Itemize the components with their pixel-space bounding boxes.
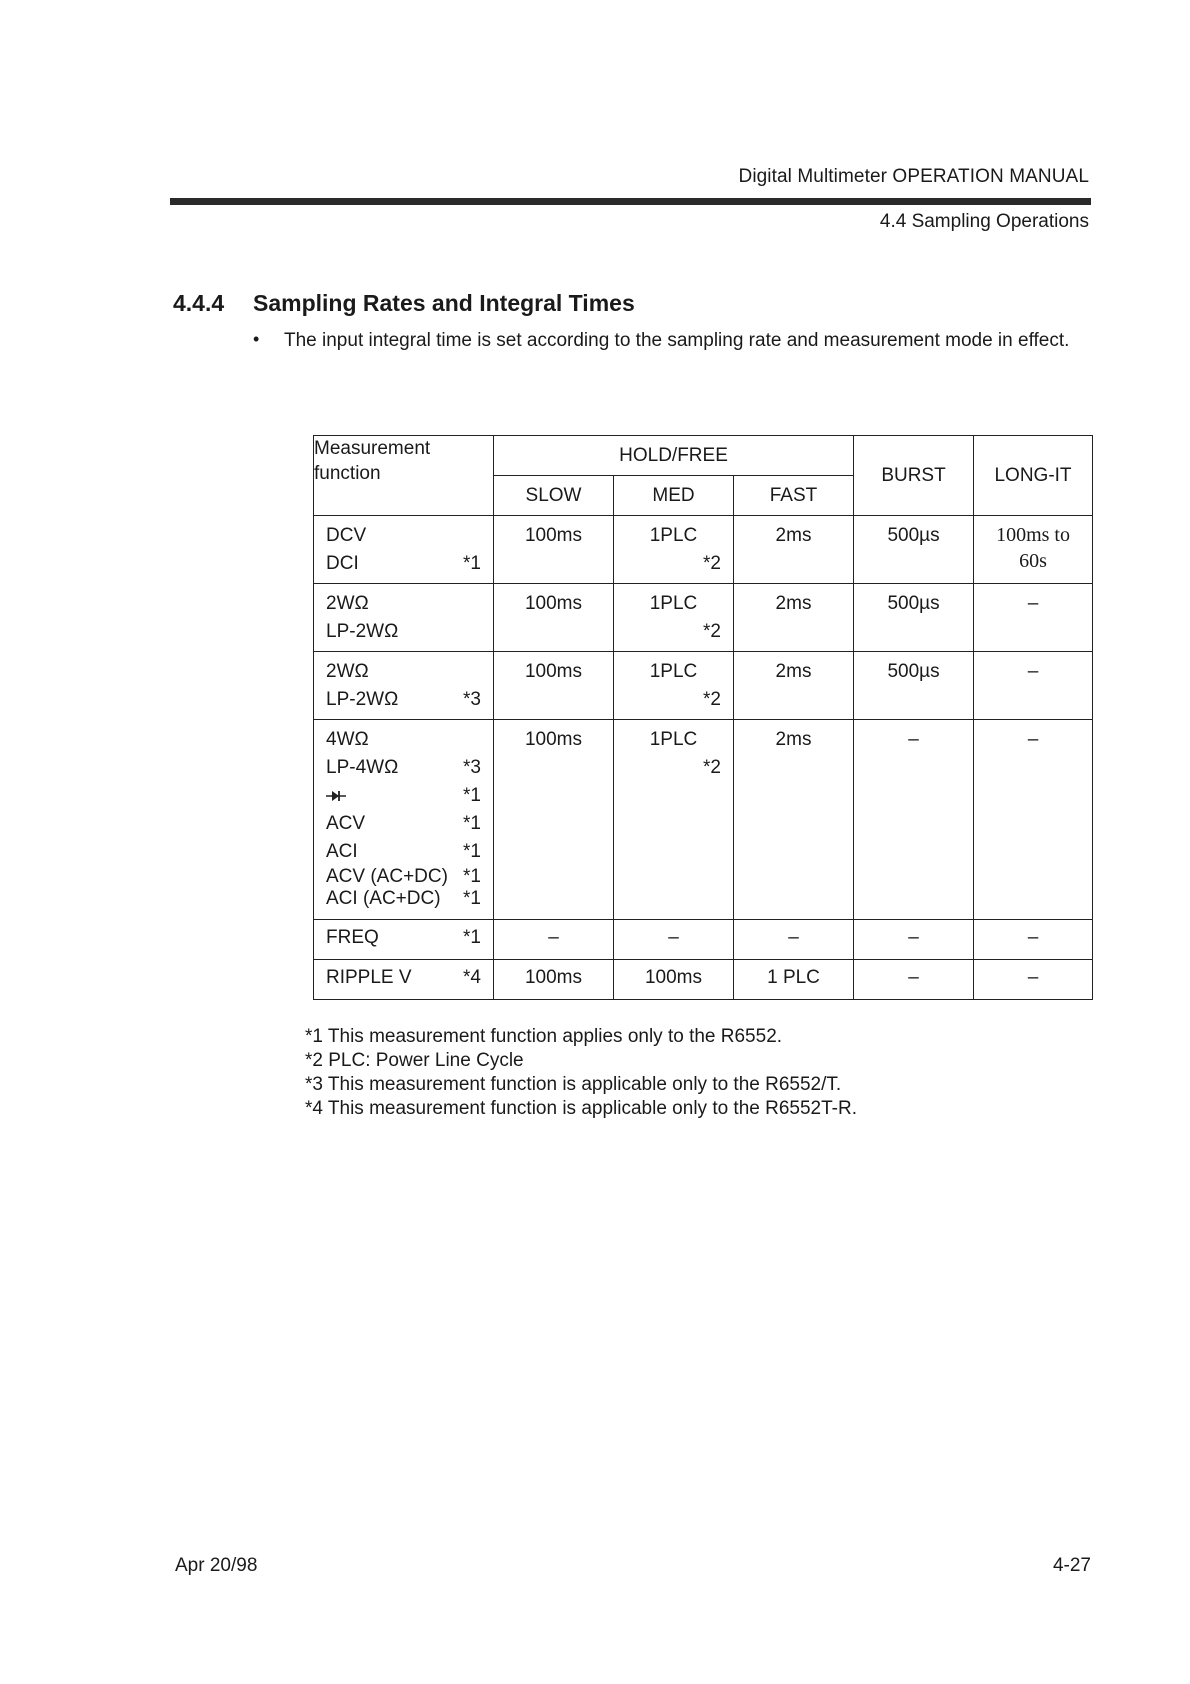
header-med: MED (614, 476, 734, 516)
function-line (326, 726, 481, 754)
slow-cell-value: 100ms (524, 967, 583, 988)
med-footnote: *2 (703, 621, 721, 642)
burst-cell-value: – (908, 967, 919, 988)
function-name: LP-2WΩ (326, 621, 399, 642)
function-line (326, 522, 481, 550)
function-cell (314, 516, 494, 584)
long-it-cell (974, 960, 1093, 1000)
header-function-label: Measurement function (314, 438, 431, 484)
fast-cell (734, 720, 854, 920)
slow-cell-value: – (548, 927, 559, 948)
slow-cell (494, 516, 614, 584)
function-name: ACV (326, 813, 366, 834)
function-note: *1 (463, 785, 481, 806)
sampling-rate-table (313, 435, 1093, 1000)
med-cell-value: 1PLC (649, 525, 698, 546)
burst-cell-value: – (908, 729, 919, 750)
function-cell (314, 652, 494, 720)
med-cell-value: 1PLC (649, 729, 698, 750)
fast-cell (734, 920, 854, 960)
header-hold-free: HOLD/FREE (494, 436, 854, 476)
header-fast: FAST (734, 476, 854, 516)
long-it-cell-value: – (1027, 967, 1039, 988)
med-footnote: *2 (703, 757, 721, 778)
footnote: *2 PLC: Power Line Cycle (305, 1050, 524, 1071)
table-row (314, 960, 1093, 1000)
section-title: Sampling Rates and Integral Times (253, 290, 635, 316)
function-note: *1 (463, 888, 481, 909)
long-it-cell-value: – (1027, 593, 1039, 614)
long-it-cell (974, 920, 1093, 960)
med-cell (614, 584, 734, 652)
med-cell (614, 920, 734, 960)
slow-cell (494, 960, 614, 1000)
table-row (314, 720, 1093, 920)
function-note: *1 (463, 927, 481, 948)
function-name: 2WΩ (326, 593, 369, 614)
burst-cell (854, 720, 974, 920)
function-cell (314, 920, 494, 960)
function-line (326, 590, 481, 618)
footnote: *3 This measurement function is applicable only to the R6552/T. (305, 1074, 842, 1095)
header-slow: SLOW (494, 476, 614, 516)
fast-cell (734, 584, 854, 652)
slow-cell (494, 584, 614, 652)
function-cell (314, 960, 494, 1000)
med-cell (614, 652, 734, 720)
slow-cell-value: 100ms (524, 525, 583, 546)
fast-cell-value: 2ms (775, 593, 812, 614)
function-name: FREQ (326, 927, 379, 948)
long-it-cell (974, 516, 1093, 584)
function-line (326, 838, 481, 866)
burst-cell (854, 652, 974, 720)
function-cell (314, 720, 494, 920)
function-line (326, 866, 481, 888)
bullet-icon: • (253, 329, 260, 349)
long-it-cell-value: – (1027, 927, 1039, 948)
burst-cell-value: – (908, 927, 919, 948)
function-name: DCI (326, 553, 359, 574)
burst-cell-value: 500µs (887, 661, 940, 682)
fast-cell-value: 1 PLC (767, 967, 820, 988)
header-function (314, 436, 494, 516)
med-cell (614, 720, 734, 920)
function-note: *3 (463, 689, 481, 710)
burst-cell (854, 584, 974, 652)
long-it-cell-value: – (1027, 729, 1039, 750)
fast-cell-value: 2ms (775, 661, 812, 682)
diode-icon (326, 782, 346, 810)
fast-cell-value: 2ms (775, 525, 812, 546)
function-note: *4 (463, 967, 481, 988)
long-it-cell-value: 100ms to 60s (996, 524, 1070, 572)
slow-cell-value: 100ms (524, 593, 583, 614)
long-it-cell (974, 584, 1093, 652)
table-row (314, 584, 1093, 652)
function-line (326, 964, 481, 992)
med-cell (614, 516, 734, 584)
fast-cell (734, 516, 854, 584)
med-cell-value: 100ms (644, 967, 703, 988)
footnote: *1 This measurement function applies only to the R6552. (305, 1026, 783, 1047)
function-name: 4WΩ (326, 729, 369, 750)
function-note: *1 (463, 553, 481, 574)
med-cell (614, 960, 734, 1000)
footnote: *4 This measurement function is applicable only to the R6552T-R. (305, 1098, 858, 1119)
footer-date: Apr 20/98 (175, 1555, 258, 1576)
header-long-it: LONG-IT (974, 436, 1093, 516)
long-it-cell (974, 720, 1093, 920)
fast-cell-value: 2ms (775, 729, 812, 750)
function-line (326, 658, 481, 686)
burst-cell-value: 500µs (887, 525, 940, 546)
section-reference: 4.4 Sampling Operations (879, 211, 1089, 232)
footnotes (305, 1025, 857, 1121)
function-line (326, 888, 481, 910)
function-line (326, 550, 481, 578)
table-row (314, 920, 1093, 960)
page-number: 4-27 (1052, 1555, 1091, 1576)
header-burst: BURST (854, 436, 974, 516)
burst-cell (854, 516, 974, 584)
function-name: DCV (326, 525, 367, 546)
burst-cell-value: 500µs (887, 593, 940, 614)
function-name: RIPPLE V (326, 967, 412, 988)
function-note: *1 (463, 866, 481, 887)
table-row (314, 652, 1093, 720)
burst-cell (854, 960, 974, 1000)
med-cell-value: – (668, 927, 679, 948)
function-line (326, 754, 481, 782)
manual-title: Digital Multimeter OPERATION MANUAL (738, 166, 1089, 187)
function-name: 2WΩ (326, 661, 369, 682)
long-it-cell (974, 652, 1093, 720)
fast-cell (734, 960, 854, 1000)
bullet-text: The input integral time is set according to the sampling rate and measurement mode in effect. (284, 330, 1070, 351)
function-name: ACI (AC+DC) (326, 888, 441, 909)
med-cell-value: 1PLC (649, 661, 698, 682)
slow-cell (494, 652, 614, 720)
function-line (326, 618, 481, 646)
function-name: ACV (AC+DC) (326, 866, 448, 887)
function-name: ACI (326, 841, 358, 862)
function-note: *3 (463, 757, 481, 778)
slow-cell (494, 920, 614, 960)
fast-cell (734, 652, 854, 720)
function-name: LP-4WΩ (326, 757, 399, 778)
function-line (326, 924, 481, 952)
burst-cell (854, 920, 974, 960)
function-line (326, 686, 481, 714)
slow-cell-value: 100ms (524, 661, 583, 682)
med-cell-value: 1PLC (649, 593, 698, 614)
med-footnote: *2 (703, 689, 721, 710)
function-note: *1 (463, 841, 481, 862)
long-it-cell-value: – (1027, 661, 1039, 682)
slow-cell (494, 720, 614, 920)
header-rule (170, 198, 1091, 205)
function-name: LP-2WΩ (326, 689, 399, 710)
fast-cell-value: – (788, 927, 799, 948)
function-cell (314, 584, 494, 652)
med-footnote: *2 (703, 553, 721, 574)
function-line (326, 782, 481, 810)
section-number: 4.4.4 (173, 290, 225, 316)
table-row (314, 516, 1093, 584)
function-note: *1 (463, 813, 481, 834)
function-line (326, 810, 481, 838)
slow-cell-value: 100ms (524, 729, 583, 750)
